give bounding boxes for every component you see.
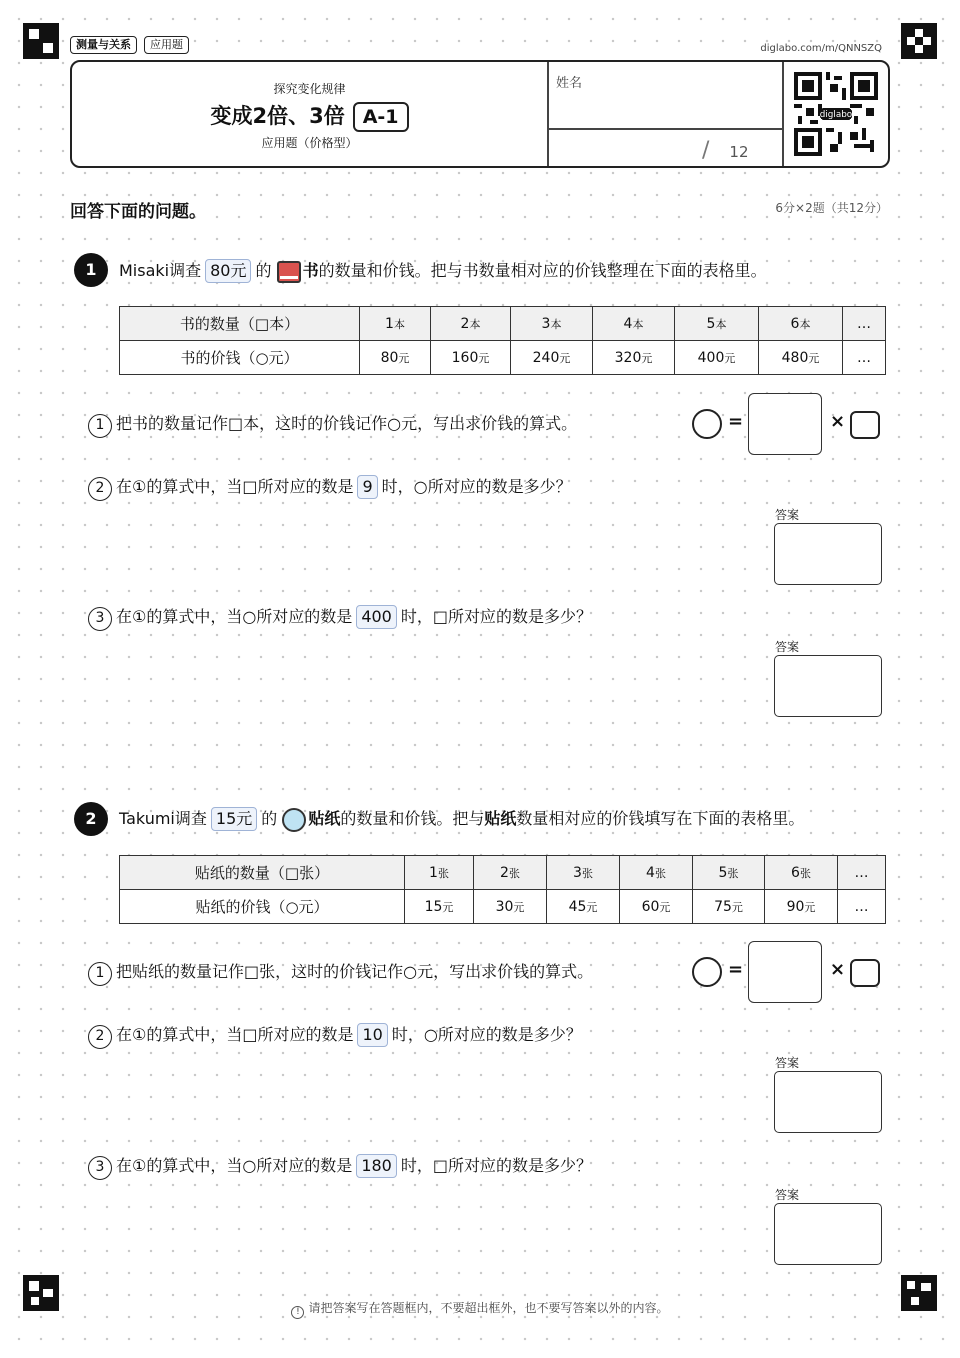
q1-row2-label: 书的价钱（○元） bbox=[120, 341, 360, 375]
unit: 元 bbox=[513, 900, 525, 914]
q1-row1-label: 书的数量（□本） bbox=[120, 307, 360, 341]
formula-square bbox=[850, 411, 880, 439]
footer-note bbox=[0, 1299, 960, 1319]
q2-formula-answer-box[interactable] bbox=[748, 941, 822, 1003]
answer-label: 答案 bbox=[775, 1188, 800, 1202]
table-cell: 5 bbox=[718, 864, 728, 881]
q2-table bbox=[119, 855, 886, 924]
q1-text-c: 的数量和价钱。把与书数量相对应的价钱整理在下面的表格里。 bbox=[318, 261, 767, 280]
formula-equals: = bbox=[728, 959, 744, 980]
table-cell: 60 bbox=[641, 898, 660, 915]
table-cell: 30 bbox=[495, 898, 514, 915]
formula-times: × bbox=[830, 411, 846, 432]
q2-sub-3-value: 180 bbox=[356, 1154, 397, 1178]
score-slash: / bbox=[702, 138, 710, 163]
q2-text-c: 的数量和价钱。把与 bbox=[340, 809, 485, 828]
q2-text-b: 的 bbox=[261, 809, 278, 828]
q2-sub-2-value: 10 bbox=[357, 1023, 387, 1047]
q1-sub-1 bbox=[88, 411, 577, 438]
unit: 元 bbox=[398, 351, 410, 365]
table-cell: 1 bbox=[385, 315, 394, 332]
question-2-text bbox=[119, 806, 804, 832]
unit: 元 bbox=[659, 900, 671, 914]
table-cell: 160 bbox=[451, 349, 479, 366]
formula-times: × bbox=[830, 959, 846, 980]
info-icon: ! bbox=[291, 1306, 304, 1319]
table-row bbox=[120, 856, 886, 890]
q2-item: 贴纸 bbox=[308, 809, 341, 828]
sticker-icon bbox=[282, 808, 306, 832]
header-subtitle: 探究变化规律 bbox=[273, 82, 346, 96]
header-title: 变成2倍、3倍 bbox=[210, 104, 345, 128]
table-cell: 2 bbox=[460, 315, 470, 332]
unit: 元 bbox=[731, 900, 743, 914]
q1-sub-3-value: 400 bbox=[356, 605, 397, 629]
instruction: 回答下面的问题。 bbox=[70, 202, 206, 222]
unit: 本 bbox=[550, 317, 562, 331]
q2-sub-2-text-b: 时，○所对应的数是多少？ bbox=[391, 1025, 582, 1044]
unit: 元 bbox=[478, 351, 490, 365]
q1-sub-3-answer-box[interactable] bbox=[774, 655, 882, 717]
q2-sub-3-answer-box[interactable] bbox=[774, 1203, 882, 1265]
sub-number: 2 bbox=[88, 1025, 112, 1049]
q2-sub-1-text: 把贴纸的数量记作□张，这时的价钱记作○元，写出求价钱的算式。 bbox=[116, 962, 594, 981]
table-cell: 2 bbox=[500, 864, 509, 881]
table-ellipsis: … bbox=[838, 856, 886, 890]
table-cell: 3 bbox=[541, 315, 551, 332]
sub-number: 1 bbox=[88, 962, 112, 986]
unit: 张 bbox=[437, 866, 449, 880]
q2-text-a: Takumi调查 bbox=[119, 809, 207, 828]
unit: 张 bbox=[727, 866, 739, 880]
table-cell: 6 bbox=[791, 864, 800, 881]
points-info: 6分×2题（共12分） bbox=[775, 201, 888, 215]
unit: 张 bbox=[581, 866, 593, 880]
q1-sub-2-text-a: 在①的算式中，当□所对应的数是 bbox=[116, 477, 354, 496]
q2-sub-2-answer-box[interactable] bbox=[774, 1071, 882, 1133]
answer-label: 答案 bbox=[775, 640, 800, 654]
q1-sub-3-text-a: 在①的算式中，当○所对应的数是 bbox=[116, 607, 353, 626]
formula-circle bbox=[692, 409, 722, 439]
q1-price-highlight: 80元 bbox=[205, 259, 251, 283]
table-cell: 400 bbox=[697, 349, 725, 366]
q2-text-d: 数量相对应的价钱填写在下面的表格里。 bbox=[516, 809, 805, 828]
answer-label: 答案 bbox=[775, 508, 800, 522]
table-cell: 480 bbox=[781, 349, 809, 366]
q1-sub-1-text: 把书的数量记作□本，这时的价钱记作○元，写出求价钱的算式。 bbox=[116, 414, 578, 433]
unit: 本 bbox=[715, 317, 727, 331]
question-1-text bbox=[119, 258, 767, 284]
table-cell: 3 bbox=[573, 864, 582, 881]
unit: 本 bbox=[799, 317, 811, 331]
header-title-row bbox=[72, 100, 547, 132]
q1-table bbox=[119, 306, 886, 375]
q1-sub-2 bbox=[88, 474, 572, 501]
unit: 张 bbox=[508, 866, 520, 880]
q2-sub-2 bbox=[88, 1022, 582, 1049]
q2-formula bbox=[692, 941, 882, 1003]
question-number-1: 1 bbox=[74, 253, 108, 287]
q1-text-a: Misaki调查 bbox=[119, 261, 202, 280]
worksheet-header bbox=[70, 60, 890, 168]
page-url: diglabo.com/m/QNNSZQ bbox=[760, 43, 882, 54]
table-ellipsis: … bbox=[843, 341, 886, 375]
formula-equals: = bbox=[728, 411, 744, 432]
table-cell: 45 bbox=[568, 898, 587, 915]
q1-text-b: 的 bbox=[255, 261, 272, 280]
unit: 本 bbox=[469, 317, 481, 331]
question-number-2: 2 bbox=[74, 802, 108, 836]
score-total: 12 bbox=[729, 143, 749, 161]
table-cell: 240 bbox=[532, 349, 560, 366]
q2-row2-label: 贴纸的价钱（○元） bbox=[120, 890, 405, 924]
q2-sub-3-text-b: 时，□所对应的数是多少？ bbox=[400, 1156, 592, 1175]
formula-square bbox=[850, 959, 880, 987]
unit: 张 bbox=[799, 866, 811, 880]
table-row bbox=[120, 890, 886, 924]
table-cell: 5 bbox=[706, 315, 716, 332]
unit: 元 bbox=[641, 351, 653, 365]
table-row bbox=[120, 307, 886, 341]
unit: 本 bbox=[393, 317, 405, 331]
table-ellipsis: … bbox=[838, 890, 886, 924]
q2-sub-1 bbox=[88, 959, 593, 986]
unit: 元 bbox=[586, 900, 598, 914]
table-cell: 1 bbox=[429, 864, 438, 881]
formula-circle bbox=[692, 957, 722, 987]
q1-sub-2-value: 9 bbox=[357, 475, 377, 499]
q1-formula bbox=[692, 393, 882, 455]
q1-sub-3 bbox=[88, 604, 592, 631]
q2-sub-3-text-a: 在①的算式中，当○所对应的数是 bbox=[116, 1156, 353, 1175]
unit: 元 bbox=[442, 900, 454, 914]
q1-item: 书 bbox=[302, 261, 319, 280]
unit: 本 bbox=[632, 317, 644, 331]
unit: 元 bbox=[808, 351, 820, 365]
q1-sub-2-text-b: 时，○所对应的数是多少？ bbox=[381, 477, 572, 496]
unit: 张 bbox=[654, 866, 666, 880]
table-cell: 4 bbox=[623, 315, 633, 332]
sub-number: 1 bbox=[88, 414, 112, 438]
table-cell: 15 bbox=[424, 898, 443, 915]
q2-sub-3 bbox=[88, 1153, 592, 1180]
footer-text: 请把答案写在答题框内，不要超出框外，也不要写答案以外的内容。 bbox=[308, 1301, 669, 1315]
name-label: 姓名 bbox=[556, 76, 583, 91]
table-row bbox=[120, 341, 886, 375]
level-badge: A-1 bbox=[353, 102, 409, 132]
unit: 元 bbox=[804, 900, 816, 914]
category-tag: 测量与关系 bbox=[70, 36, 137, 54]
unit: 元 bbox=[724, 351, 736, 365]
sub-number: 2 bbox=[88, 477, 112, 501]
type-tag: 应用题 bbox=[144, 36, 189, 54]
q2-item-2: 贴纸 bbox=[484, 809, 517, 828]
table-cell: 90 bbox=[786, 898, 805, 915]
q1-formula-answer-box[interactable] bbox=[748, 393, 822, 455]
table-cell: 6 bbox=[790, 315, 800, 332]
header-type-label: 应用题（价格型） bbox=[261, 136, 358, 150]
table-cell: 320 bbox=[614, 349, 642, 366]
sub-number: 3 bbox=[88, 1156, 112, 1180]
q2-sub-2-text-a: 在①的算式中，当□所对应的数是 bbox=[116, 1025, 354, 1044]
sub-number: 3 bbox=[88, 607, 112, 631]
table-cell: 4 bbox=[646, 864, 655, 881]
qr-code bbox=[794, 72, 878, 156]
book-icon bbox=[277, 261, 301, 283]
q2-price-highlight: 15元 bbox=[211, 807, 257, 831]
table-cell: 80 bbox=[380, 349, 399, 366]
table-cell: 75 bbox=[714, 898, 732, 915]
unit: 元 bbox=[559, 351, 571, 365]
answer-label: 答案 bbox=[775, 1056, 800, 1070]
q2-row1-label: 贴纸的数量（□张） bbox=[120, 856, 405, 890]
q1-sub-2-answer-box[interactable] bbox=[774, 523, 882, 585]
score-area bbox=[702, 138, 749, 163]
table-ellipsis: … bbox=[843, 307, 886, 341]
corner-marker-top-left bbox=[23, 23, 59, 59]
corner-marker-top-right bbox=[901, 23, 937, 59]
qr-label: diglabo bbox=[819, 109, 853, 120]
q1-sub-3-text-b: 时，□所对应的数是多少？ bbox=[400, 607, 592, 626]
